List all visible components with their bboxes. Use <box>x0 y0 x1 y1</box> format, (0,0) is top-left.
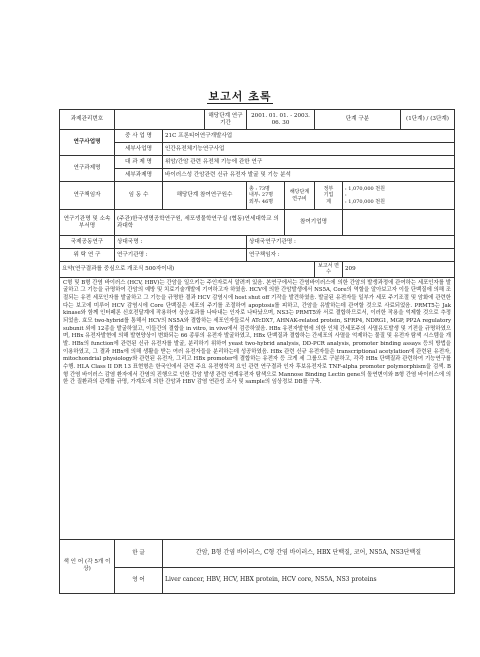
row-main-program <box>60 130 455 143</box>
participants-label: 해당단계 참여연구원수 <box>163 182 247 210</box>
detail-task-label: 세부과제명 <box>115 169 163 182</box>
pages-label: 보고서 면수 <box>315 262 343 278</box>
project-id-label: 과제관리번호 <box>60 110 115 130</box>
major-task-value: 위암/간암 관련 유전체 기능에 관한 연구 <box>163 156 455 169</box>
delegate-institution: 연구기관명 : <box>115 249 247 262</box>
budget-label: 해당단계 연구비 <box>285 182 315 210</box>
delegate-leader: 연구책임자 : <box>247 249 455 262</box>
summary-text: C형 및 B형 간염 바이러스 (HCV, HBV)는 간암을 일으키는 주인자로서 알려져 있음. 본연구에서는 간염바이러스에 의한 간암의 발생과정에 관여하는 세포인자를 발굴하고 그 기능을 규명하여 간암의 예방 및 치료기술개발에 기여하고자 하였음. HCV에 의한 간암발생에서 NS5A, Core의 역할을 알아보고자 이들 단백질에 의해 조절되는 유전 세포인자를 발굴하고 그 기능을 규명한 결과 HCV 감염시에 host shut off 기작을 발견하였음. 발굴된 유전자들 일부가 세포 주기조절 및 암화에 관련한다는 보고에 미루어 HCV 감염시에 Core 단백질은 세포의 주기를 조절하여 apoptosis를 피하고, 간암을 유발하는데 관여할 것으로 사료되었음. PRMT5는 Jak kinase와 함께 인터페론 신호전달계에 작용하여 상승효과를 나타내는 인자로 나타났으며, NS3는 PRMT5와 서로 결합하므로서, 이러한 작용을 억제할 것으로 추정되었음. 효모 two-hybrid를 통해서 HCV의 NS5A와 결합하는 세포인자들로서 ATcDX7, AHNAK-related protein, SFRP4, NDRG1, MGP, PP2A regulatory subunit 외에 12종을 발굴하였고, 이들간의 결합을 in vitro, in vivo에서 검증하였음. HBx 유전자발현에 의한 인체 간세포주의 사멸유도발생 및 기전을 규명하였으며, HBx 유전자발현에 의해 발현양상이 변화되는 66 종류의 유전자 발굴하였고, HBx 단백질과 결합하는 간세포의 사멸을 억제하는 물질 및 유전자 탐색 시스템을 개발. HBx의 function에 관련된 신규 유전자를 발굴, 분리하기 위하여 yeast two-hybrid analysis, DD-PCR analysis, promoter binding assays 등의 방법을 이용하였고, 그 결과 HBx에 의해 생활을 받는 여러 유전자들을 분리하는데 성공하였음. HBx 관련 신규 유전자들은 transcriptional acetylation에 관련된 유전자, mitochondrial physiology와 관련된 유전자, 그리고 HBx promoter에 결합하는 유전자 등 크게 세 그룹으로 구분하고, 각각 HBx 단백질과 관련하여 기능연구를 수행. HLA Class II DR 13 표현형은 한국인에서 관련 주요 유전형학적 요인 관련 연구결과 인자 후보유전자로 TNF-alpha promoter polymorphism을 검색. B형 간염 바이러스 감염 환자에서 간염의 진행으로 인한 간암 발생 관련 연계유전자 탐색으로 Mannose Binding Lectin gene의 돌연변이와 B형 간염 바이러스에 의한 간 질환과의 관계를 규명, 가계도에 의한 간암과 HBV 감염 연관성 조사 및 sample의 임상정보 DB를 구축. <box>60 277 455 539</box>
pi-label: 연구책임자 <box>60 182 115 210</box>
row-keywords-en <box>60 567 455 593</box>
main-program-value: 21C 프론티어연구개발사업 <box>163 130 455 143</box>
gov-label: 정부 <box>323 186 334 193</box>
stage-label: 단계 구분 <box>315 110 401 130</box>
sum-value: : 1,070,000 천원 <box>345 198 385 205</box>
period-value: 2001. 01. 01. - 2003. 06. 30 <box>247 110 315 130</box>
detail-task-value: 바이러스성 간암관련 신규 유전자 발굴 및 기능 분석 <box>163 169 455 182</box>
participants-external: 외부: 46명 <box>249 198 274 205</box>
delegate-label: 위 탁 연 구 <box>60 249 115 262</box>
period-label: 해당단계 연구기간 <box>205 110 247 130</box>
partner-company-label: 참여기업명 <box>285 210 343 236</box>
sub-program-value: 인간유전체기능연구사업 <box>163 143 455 156</box>
intl-partner-institution: 상대국연구기관명 : <box>247 236 455 249</box>
project-id-value <box>115 110 205 130</box>
participants-count <box>247 182 285 210</box>
keywords-en-label: 영 어 <box>115 567 163 593</box>
keywords-ko-label: 한 글 <box>115 539 163 567</box>
row-organization <box>60 210 455 236</box>
gov-value: : 1,070,000 천원 <box>345 186 385 193</box>
participants-internal: 내부: 27명 <box>249 192 274 199</box>
keywords-ko-value: 간암, B형 간염 바이러스, C형 간염 바이러스, HBX 단백질, 코어, NS5A, NS3단백질 <box>163 539 455 567</box>
org-label: 연구기관명 및 소속부서명 <box>60 210 115 236</box>
row-project-id <box>60 110 455 130</box>
row-international <box>60 236 455 249</box>
major-task-label: 대 과 제 명 <box>115 156 163 169</box>
org-value: (주관)한국생명공학연구원, 세포생물학연구실 (협동)연세대학교 의과대학 <box>115 210 285 236</box>
program-section-label: 연구사업명 <box>60 130 115 156</box>
row-sub-program <box>60 143 455 156</box>
intl-label: 국제공동연구 <box>60 236 115 249</box>
row-major-task <box>60 156 455 169</box>
participants-total: 총 : 73명 <box>249 186 270 193</box>
row-detail-task <box>60 169 455 182</box>
page-title: 보고서 초록 <box>208 90 272 103</box>
pages-value: 209 <box>343 262 455 278</box>
report-form <box>59 109 455 594</box>
stage-value: (1단계) / (3단계) <box>401 110 455 130</box>
row-delegated <box>60 249 455 262</box>
corp-label: 기업 <box>323 192 334 199</box>
budget-values <box>343 182 455 210</box>
summary-label: 요약(연구결과를 중심으로 개조식 500자이내) <box>60 262 315 278</box>
sum-label: 계 <box>326 198 331 205</box>
row-summary-header <box>60 262 455 278</box>
topic-section-label: 연구과제명 <box>60 156 115 182</box>
row-keywords-ko <box>60 539 455 567</box>
pi-name: 임 동 수 <box>115 182 163 210</box>
budget-kinds <box>315 182 343 210</box>
row-principal-investigator <box>60 182 455 210</box>
main-program-label: 중 사 업 명 <box>115 130 163 143</box>
row-summary-body <box>60 277 455 539</box>
keywords-label: 색 인 어 (각 5개 이상) <box>60 539 115 593</box>
corp-value: : <box>345 192 347 199</box>
keywords-en-value: Liver cancer, HBV, HCV, HBX protein, HCV core, NS5A, NS3 proteins <box>163 567 455 593</box>
partner-company-value <box>343 210 455 236</box>
sub-program-label: 세부사업명 <box>115 143 163 156</box>
intl-partner-country: 상대국명 : <box>115 236 247 249</box>
